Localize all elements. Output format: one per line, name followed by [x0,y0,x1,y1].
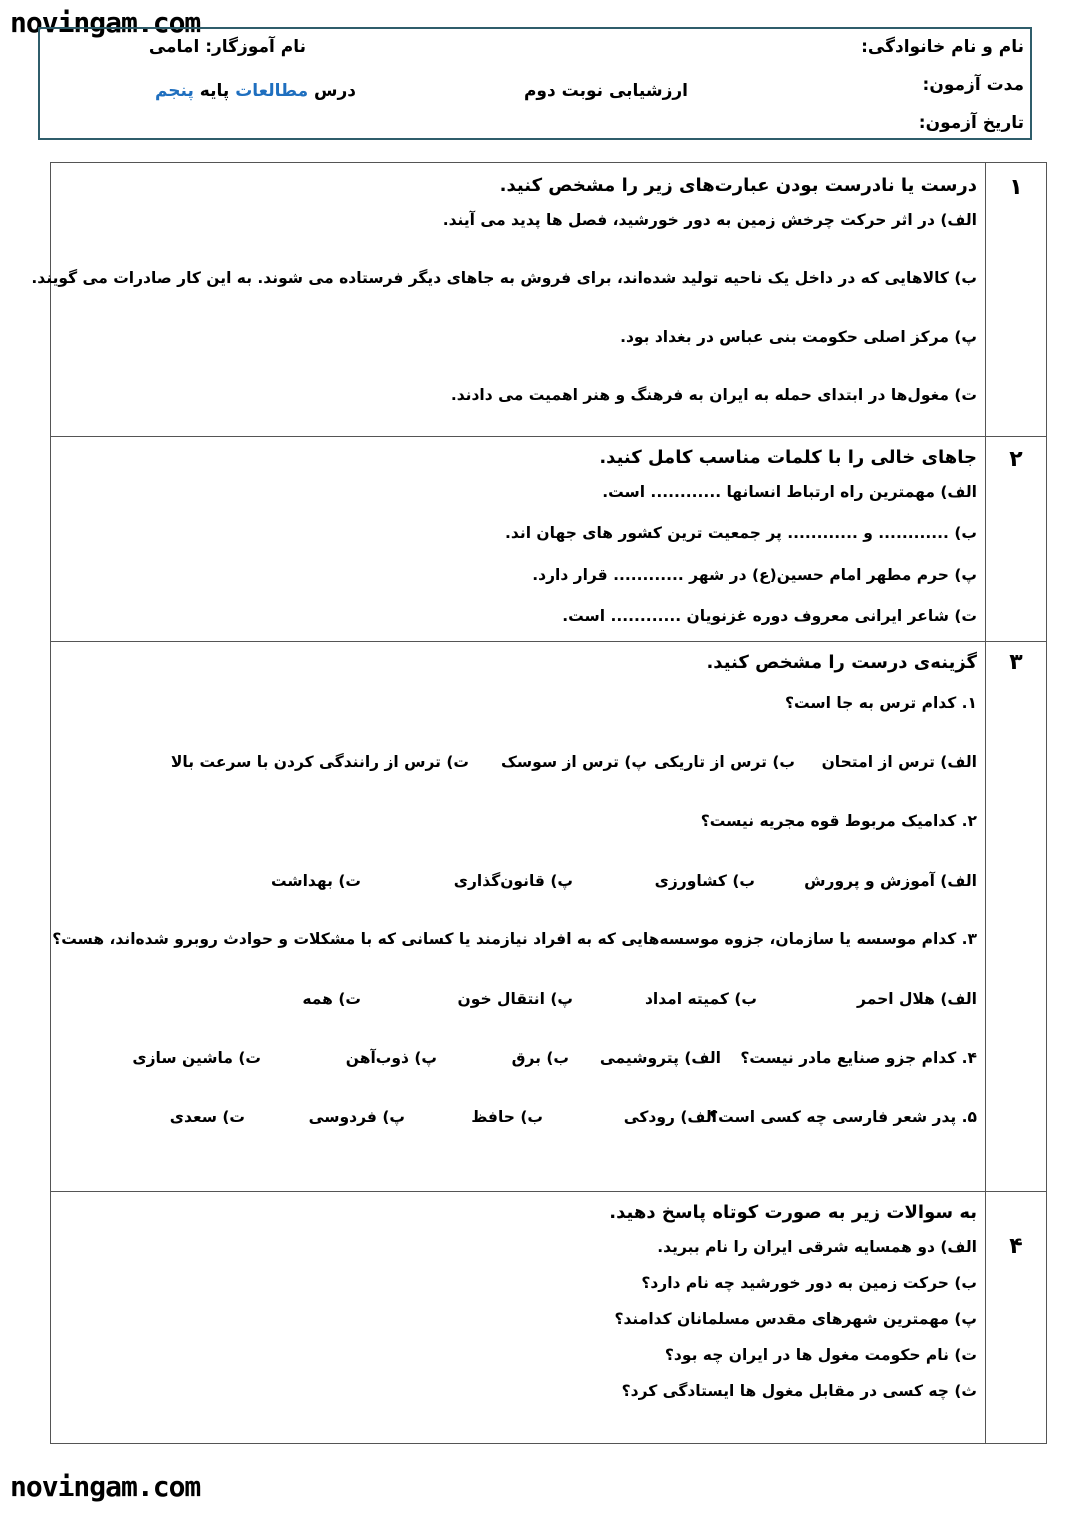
mcq-question: ۴. کدام جزو صنایع مادر نیست؟ [740,1049,977,1067]
mcq-question: ۵. پدر شعر فارسی چه کسی است؟ [709,1108,977,1126]
mcq-option: ب) حافظ [471,1108,543,1126]
question-item: ب) ............ و ............ پر جمعیت ترین کشور های جهان اند. [505,524,977,542]
question-item: الف) در اثر حرکت چرخش زمین به دور خورشید، فصل ها پدید می آیند. [442,211,977,229]
mcq-question: ۲. کدامیک مربوط قوه مجریه نیست؟ [700,812,977,830]
student-name-label: نام و نام خانوادگی: [861,37,1024,57]
mcq-option: الف) هلال احمر [857,990,977,1008]
question-number: ۲ [986,437,1047,642]
question-item: پ) مهمترین شهرهای مقدس مسلمانان کدامند؟ [614,1310,977,1328]
question-body [51,437,986,642]
question-item: ب) کالاهایی که در داخل یک ناحیه تولید شده‌اند، برای فروش به جاهای دیگر فرستاده می شوند. به این کار صادرات می گویند. [31,269,977,287]
mcq-question: ۱. کدام ترس به جا است؟ [785,694,977,712]
mcq-option: پ) قانون‌گذاری [453,872,573,890]
question-row [51,642,1047,1192]
question-title: به سوالات زیر به صورت کوتاه پاسخ دهید. [609,1202,977,1223]
mcq-option: ب) کشاورزی [654,872,755,890]
mcq-option: پ) ترس از سوسک [500,753,647,771]
mcq-question: ۳. کدام موسسه یا سازمان، جزوه موسسه‌هایی که به افراد نیازمند یا کسانی که با مشکلات و حوادث روبرو شده‌اند، هست؟ [52,930,977,948]
watermark-top: novingam.com [10,6,201,39]
subject-prefix: درس [314,81,356,101]
question-item: ت) مغول‌ها در ابتدای حمله به ایران به فرهنگ و هنر اهمیت می دادند. [450,386,977,404]
watermark-bottom: novingam.com [10,1470,201,1503]
question-row [51,163,1047,437]
date-label: تاریخ آزمون: [918,113,1024,133]
question-title: گزینه‌ی درست را مشخص کنید. [706,652,977,673]
question-number: ۴ [986,1192,1047,1444]
mcq-option: ت) ماشین سازی [132,1049,261,1067]
mcq-option: ت) همه [302,990,361,1008]
subject-line [155,81,356,101]
question-item: الف) دو همسایه شرقی ایران را نام ببرید. [657,1238,977,1256]
exam-title: ارزشیابی نوبت دوم [523,81,688,101]
question-body [51,1192,986,1444]
mcq-option: ت) ترس از رانندگی کردن با سرعت بالا [170,753,469,771]
questions-table [31,162,1047,1444]
question-item: پ) حرم مطهر امام حسین(ع) در شهر ............ قرار دارد. [532,566,977,584]
question-item: ت) نام حکومت مغول ها در ایران چه بود؟ [664,1346,977,1364]
grade-prefix: پایه [199,81,230,101]
grade-name: پنجم [154,81,194,101]
question-item: ب) حرکت زمین به دور خورشید چه نام دارد؟ [641,1274,977,1292]
teacher-label: نام آموزگار: امامی [148,37,306,57]
mcq-option: ب) برق [511,1049,569,1067]
mcq-option: الف) پتروشیمی [599,1049,721,1067]
duration-label: مدت آزمون: [922,75,1024,95]
mcq-option: ت) بهداشت [270,872,361,890]
mcq-option: ت) سعدی [169,1108,245,1126]
mcq-option: پ) فردوسی [308,1108,405,1126]
question-title: جاهای خالی را با کلمات مناسب کامل کنید. [599,447,977,468]
mcq-option: الف) رودکی [623,1108,717,1126]
question-row [51,1192,1047,1444]
question-title: درست یا نادرست بودن عبارت‌های زیر را مشخص کنید. [499,175,977,196]
mcq-option: پ) انتقال خون [457,990,573,1008]
subject-name: مطالعات [235,81,309,101]
mcq-option: ب) کمیته امداد [644,990,757,1008]
question-item: پ) مرکز اصلی حکومت بنی عباس در بغداد بود. [620,328,977,346]
question-item: ث) چه کسی در مقابل مغول ها ایستادگی کرد؟ [621,1382,977,1400]
question-number: ۳ [986,642,1047,1192]
question-item: الف) مهمترین راه ارتباط انسانها ............ است. [602,483,977,501]
mcq-option: الف) آموزش و پرورش [804,872,977,890]
question-row [51,437,1047,642]
question-item: ت) شاعر ایرانی معروف دوره غزنویان ............ است. [562,607,977,625]
question-body [31,163,986,437]
mcq-option: الف) ترس از امتحان [821,753,977,771]
question-number: ۱ [986,163,1047,437]
mcq-option: پ) ذوب‌آهن [345,1049,437,1067]
exam-header [38,27,1032,140]
question-body [51,642,986,1192]
mcq-option: ب) ترس از تاریکی [653,753,795,771]
